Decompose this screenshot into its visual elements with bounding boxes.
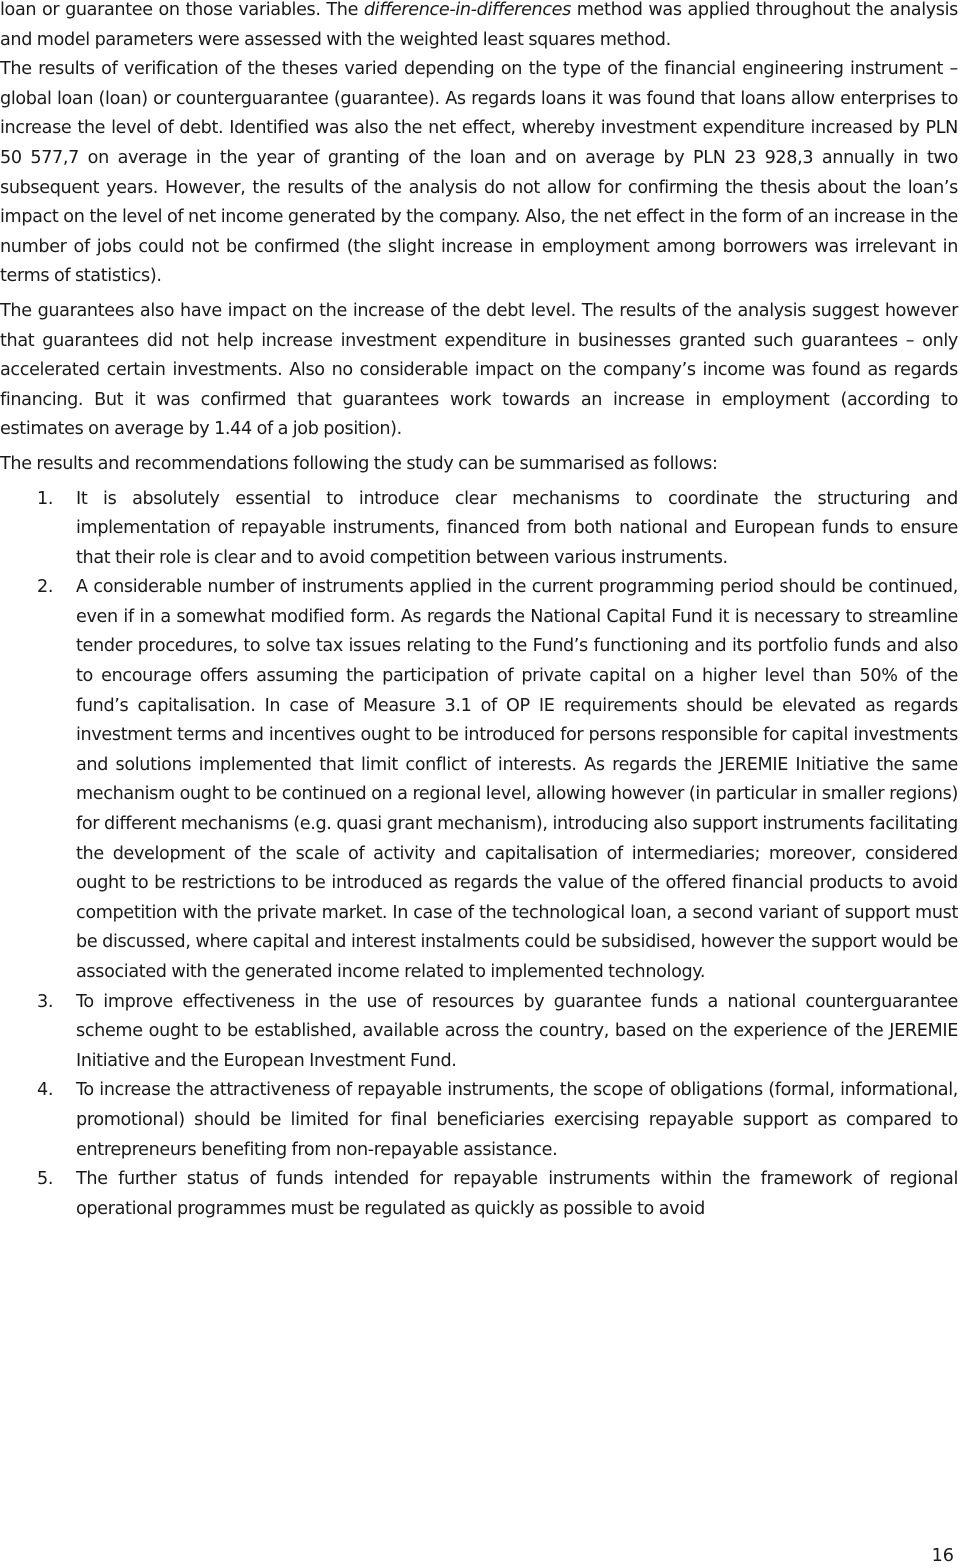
list-item-text: To increase the attractiveness of repayable instruments, the scope of obligations (formal, informational, promotional) should be limited for final beneficiaries exercising repayable support as compared to entrepreneurs benefiting from non-repayable assistance. [76, 1080, 958, 1160]
intro-italic-term: difference-in-differences [363, 0, 571, 20]
list-item-number: 4. [37, 1080, 54, 1101]
page-number: 16 [931, 1546, 954, 1566]
list-item-number: 1. [37, 488, 54, 509]
list-item [0, 485, 958, 574]
list-item [0, 988, 958, 1077]
results-paragraph: The results of verification of the theses varied depending on the type of the financial engineering instrument – global loan (loan) or counterguarantee (guarantee). As regards loans it was found that loans allow enterprises to increase the level of debt. Identified was also the net effect, whereby investment expenditure increased by PLN 50 577,7 on average in the year of granting of the loan and on average by PLN 23 928,3 annually in two subsequent years. However, the results of the analysis do not allow for confirming the thesis about the loan’s impact on the level of net income generated by the company. Also, the net effect in the form of an increase in the number of jobs could not be confirmed (the slight increase in employment among borrowers was irrelevant in terms of statistics). [0, 59, 958, 287]
list-item-number: 2. [37, 577, 54, 598]
list-item-text: To improve effectiveness in the use of resources by guarantee funds a national counterguarantee scheme ought to be established, available across the country, based on the experience of the JEREMIE Initiative and the European Investment Fund. [76, 991, 958, 1071]
list-item-text: The further status of funds intended for repayable instruments within the framework of regional operational programmes must be regulated as quickly as possible to avoid [76, 1169, 958, 1219]
summary-intro-paragraph: The results and recommendations following the study can be summarised as follows: [0, 453, 718, 474]
intro-text-start: loan or guarantee on those variables. The [0, 0, 364, 20]
list-item [0, 573, 958, 987]
list-item-number: 3. [37, 991, 54, 1012]
intro-text-end: method was applied throughout the analysis and model parameters were assessed with the weighted least squares method. [0, 0, 958, 50]
list-item-number: 5. [37, 1169, 54, 1190]
list-item [0, 1076, 958, 1165]
list-item [0, 1165, 958, 1224]
recommendations-list [0, 485, 958, 1225]
list-item-text: It is absolutely essential to introduce clear mechanisms to coordinate the structuring and implementation of repayable instruments, financed from both national and European funds to ensure that their role is clear and to avoid competition between various instruments. [76, 488, 958, 568]
list-item-text: A considerable number of instruments applied in the current programming period should be continued, even if in a somewhat modified form. As regards the National Capital Fund it is necessary to streamline tender procedures, to solve tax issues relating to the Fund’s functioning and its portfolio funds and also to encourage offers assuming the participation of private capital on a higher level than 50% of the fund’s capitalisation. In case of Measure 3.1 of OP IE requirements should be elevated as regards investment terms and incentives ought to be introduced for persons responsible for capital investments and solutions implemented that limit conflict of interests. As regards the JEREMIE Initiative the same mechanism ought to be continued on a regional level, allowing however (in particular in smaller regions) for different mechanisms (e.g. quasi grant mechanism), introducing also support instruments facilitating the development of the scale of activity and capitalisation of intermediaries; moreover, considered ought to be restrictions to be introduced as regards the value of the offered financial products to avoid competition with the private market. In case of the technological loan, a second variant of support must be discussed, where capital and interest instalments could be subsidised, however the support would be associated with the generated income related to implemented technology. [76, 577, 958, 982]
guarantees-paragraph: The guarantees also have impact on the increase of the debt level. The results of the analysis suggest however that guarantees did not help increase investment expenditure in businesses granted such guarantees – only accelerated certain investments. Also no considerable impact on the company’s income was found as regards financing. But it was confirmed that guarantees work towards an increase in employment (according to estimates on average by 1.44 of a job position). [0, 300, 958, 440]
intro-paragraph [0, 0, 958, 55]
